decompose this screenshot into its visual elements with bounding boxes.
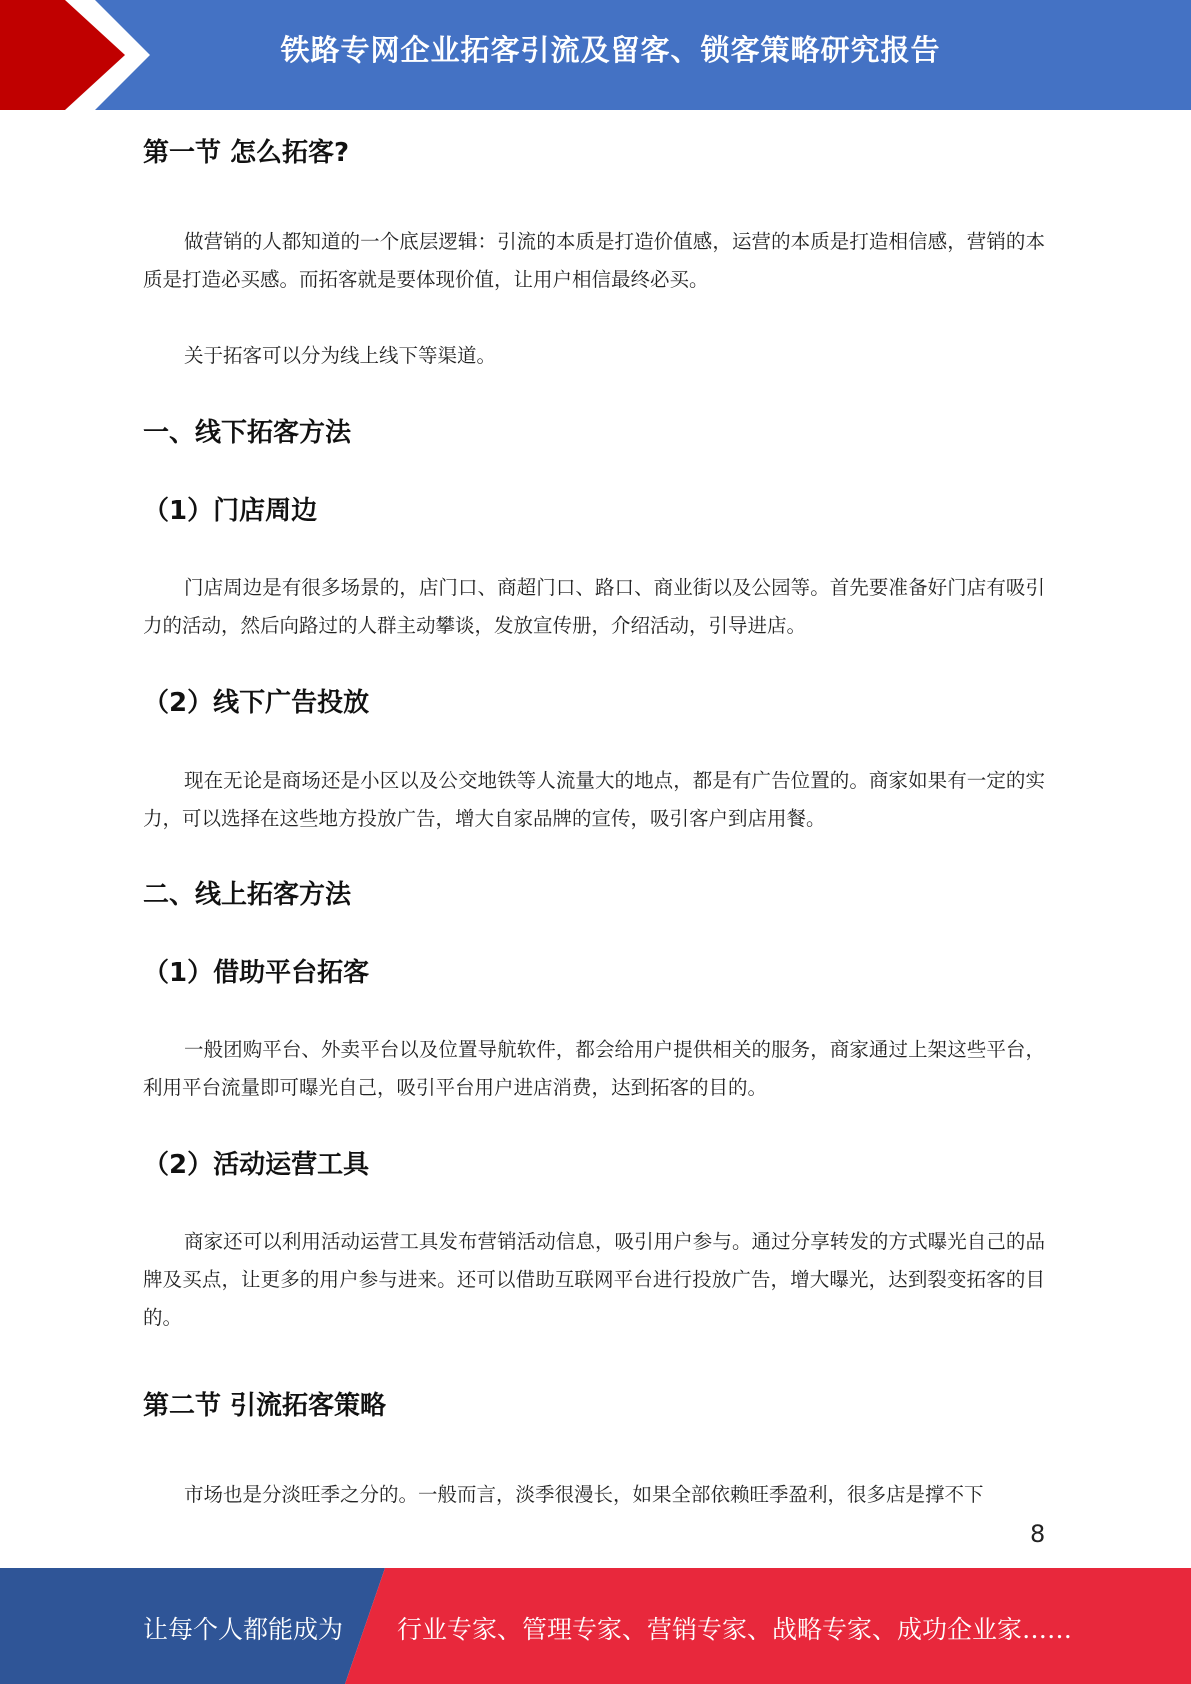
offline-methods-heading: 一、线下拓客方法 [143, 418, 352, 448]
footer-slogan-left: 让每个人都能成为 [143, 1615, 344, 1644]
document-title: 铁路专网企业拓客引流及留客、锁客策略研究报告 [280, 33, 941, 67]
section1-title: 第一节 怎么拓客? [143, 138, 350, 168]
online-methods-heading: 二、线上拓客方法 [143, 880, 352, 910]
section2-title: 第二节 引流拓客策略 [143, 1391, 387, 1421]
page-header [0, 0, 1191, 110]
online-sub2-heading: （2）活动运营工具 [143, 1150, 370, 1180]
online-sub1-paragraph: 一般团购平台、外卖平台以及位置导航软件，都会给用户提供相关的服务，商家通过上架这些平台，利用平台流量即可曝光自己，吸引平台用户进店消费，达到拓客的目的。 [143, 1038, 1045, 1099]
offline-sub1-heading: （1）门店周边 [143, 496, 318, 526]
online-sub2-paragraph: 商家还可以利用活动运营工具发布营销活动信息，吸引用户参与。通过分享转发的方式曝光自己的品牌及买点，让更多的用户参与进来。还可以借助互联网平台进行投放广告，增大曝光，达到裂变拓客的目的。 [143, 1230, 1045, 1329]
section1-channels-paragraph: 关于拓客可以分为线上线下等渠道。 [184, 344, 497, 367]
offline-sub2-heading: （2）线下广告投放 [143, 688, 370, 718]
footer-slogan-right: 行业专家、管理专家、营销专家、战略专家、成功企业家…… [397, 1615, 1073, 1644]
online-sub1-heading: （1）借助平台拓客 [143, 958, 370, 988]
page-number: 8 [1030, 1520, 1046, 1548]
offline-sub1-paragraph: 门店周边是有很多场景的，店门口、商超门口、路口、商业街以及公园等。首先要准备好门店有吸引力的活动，然后向路过的人群主动攀谈，发放宣传册，介绍活动，引导进店。 [143, 576, 1045, 637]
offline-sub2-paragraph: 现在无论是商场还是小区以及公交地铁等人流量大的地点，都是有广告位置的。商家如果有一定的实力，可以选择在这些地方投放广告，增大自家品牌的宣传，吸引客户到店用餐。 [143, 769, 1045, 830]
section1-intro-paragraph: 做营销的人都知道的一个底层逻辑：引流的本质是打造价值感，运营的本质是打造相信感，营销的本质是打造必买感。而拓客就是要体现价值，让用户相信最终必买。 [143, 230, 1045, 291]
section2-paragraph: 市场也是分淡旺季之分的。一般而言，淡季很漫长，如果全部依赖旺季盈利，很多店是撑不下 [184, 1483, 984, 1506]
page-footer [0, 1568, 1191, 1684]
